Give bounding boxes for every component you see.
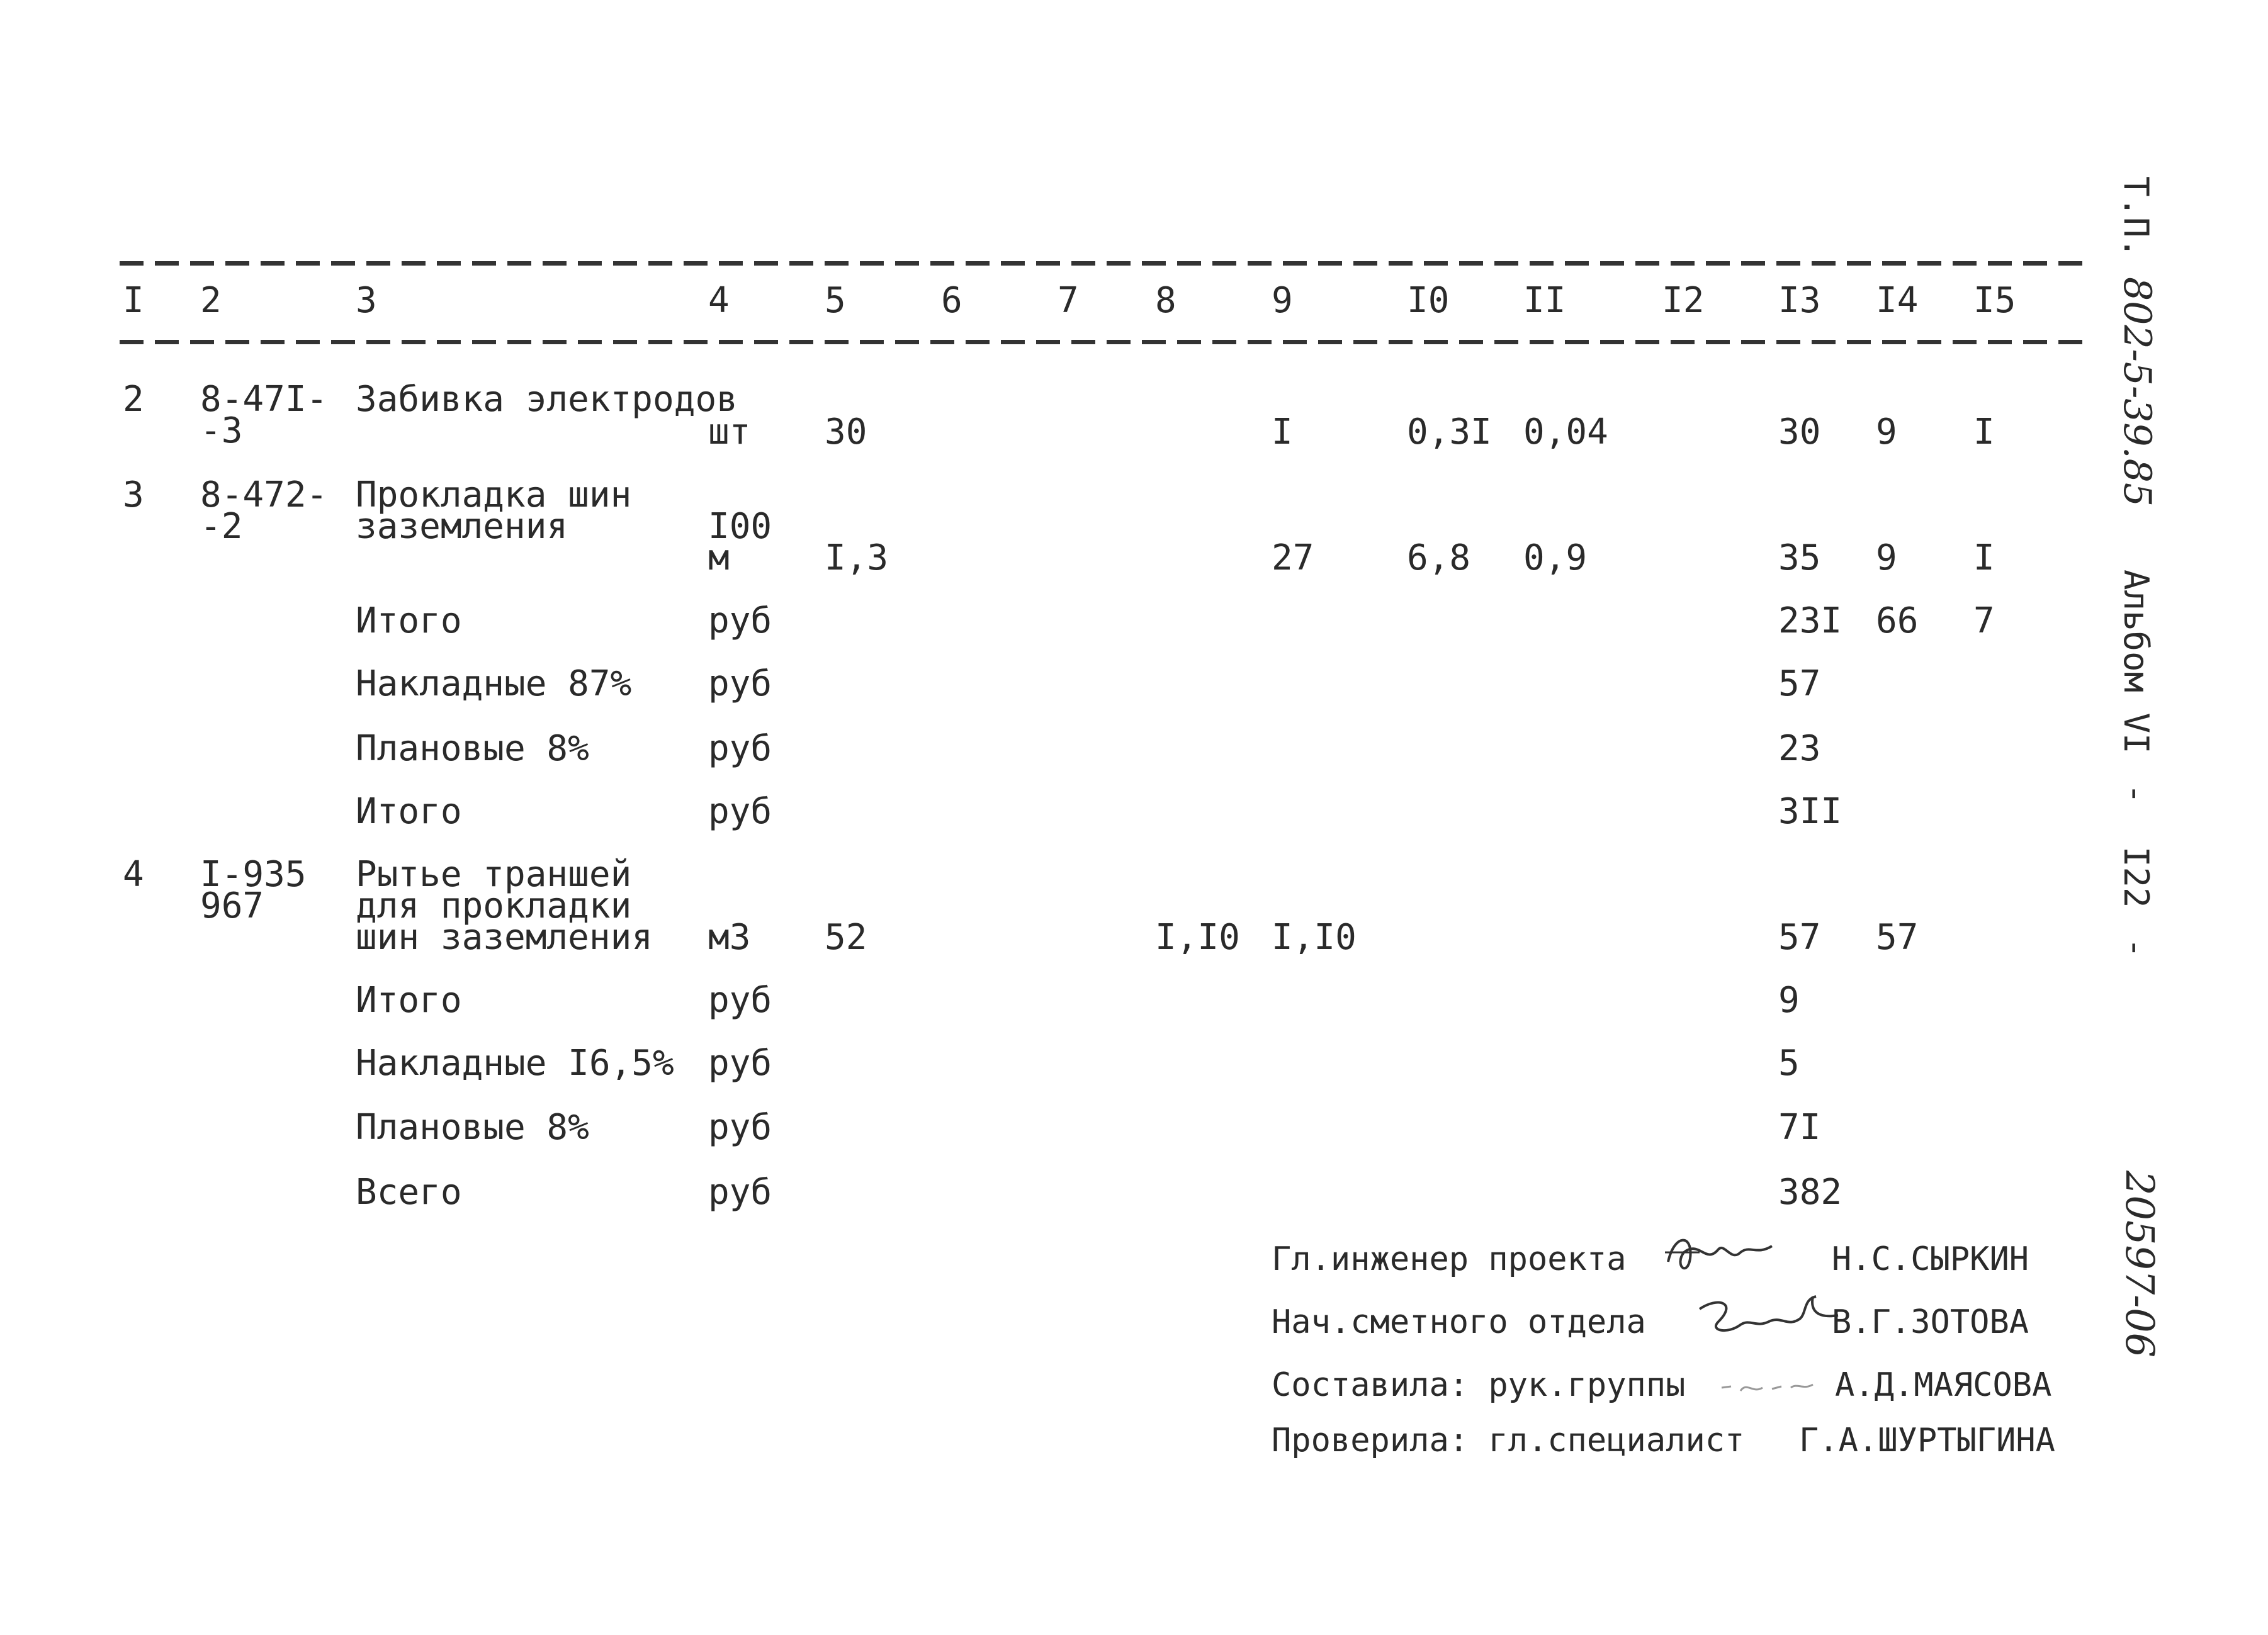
cell-col9: I,I0 — [1272, 917, 1357, 958]
col-header-14: I4 — [1876, 280, 1919, 321]
cell-col13: 23 — [1778, 728, 1821, 769]
cell-col9: 27 — [1272, 537, 1314, 578]
cell-position: 3 — [123, 475, 144, 515]
album-label: Альбом VI — [2116, 570, 2156, 754]
col-header-7: 7 — [1058, 280, 1079, 321]
col-header-5: 5 — [825, 280, 846, 321]
col-header-12: I2 — [1662, 280, 1705, 321]
col-header-11: II — [1523, 280, 1566, 321]
cell-col11: 0,9 — [1523, 537, 1588, 578]
col-header-13: I3 — [1778, 280, 1821, 321]
cell-code: 8-472- -2 — [200, 475, 328, 547]
signature-name: Г.А.ШУРТЫГИНА — [1799, 1422, 2055, 1459]
cell-position: 2 — [123, 379, 144, 420]
signature-role: Гл.инженер проекта — [1272, 1240, 1627, 1278]
cell-col14: 66 — [1876, 600, 1919, 641]
margin-dash: - — [2116, 938, 2156, 958]
cell-col9: I — [1272, 412, 1293, 452]
signature-name: А.Д.МАЯСОВА — [1835, 1366, 2052, 1404]
cell-code: 8-47I- -3 — [200, 379, 328, 451]
cell-unit: I00 м — [708, 506, 772, 578]
document-code-handwritten: 802-5-39.85 — [2115, 277, 2159, 507]
cell-description: Рытье траншей для прокладки шин заземления — [356, 854, 653, 958]
cell-col5: I,3 — [825, 537, 889, 578]
col-header-15: I5 — [1973, 280, 2016, 321]
cell-unit: шт — [708, 412, 751, 452]
cell-col10: 0,3I — [1407, 412, 1492, 452]
margin-dash: - — [2116, 784, 2156, 804]
cell-description: Забивка электродов — [356, 379, 738, 420]
cell-col13: 30 — [1778, 412, 1821, 452]
cell-col13: 382 — [1778, 1172, 1842, 1213]
cell-col13: 9 — [1778, 980, 1800, 1021]
col-header-6: 6 — [941, 280, 962, 321]
col-header-1: I — [123, 280, 144, 321]
cell-col11: 0,04 — [1523, 412, 1608, 452]
cell-col13: 35 — [1778, 537, 1821, 578]
signature-role: Проверила: гл.специалист — [1272, 1422, 1745, 1459]
cell-position: 4 — [123, 854, 144, 895]
cell-col8: I,I0 — [1155, 917, 1240, 958]
cell-unit: руб — [708, 600, 772, 641]
cell-description: Итого — [356, 980, 462, 1021]
signature-role: Составила: рук.группы — [1272, 1366, 1686, 1404]
col-header-4: 4 — [708, 280, 730, 321]
cell-col14: 9 — [1876, 412, 1897, 452]
cell-unit: руб — [708, 791, 772, 832]
signature-scribble — [1718, 1369, 1819, 1400]
col-header-8: 8 — [1155, 280, 1176, 321]
cell-code: I-935 967 — [200, 854, 307, 926]
cell-description: Плановые 8% — [356, 1107, 589, 1148]
cell-unit: руб — [708, 663, 772, 704]
document-code-label: Т.П. — [2116, 176, 2156, 259]
cell-col5: 30 — [825, 412, 867, 452]
cell-col13: 23I — [1778, 600, 1842, 641]
cell-unit: м3 — [708, 917, 751, 958]
signature-scribble — [1693, 1284, 1844, 1353]
cell-unit: руб — [708, 1107, 772, 1148]
col-header-10: I0 — [1407, 280, 1450, 321]
cell-col13: 57 — [1778, 663, 1821, 704]
cell-unit: руб — [708, 1172, 772, 1213]
signature-name: Н.С.СЫРКИН — [1832, 1240, 2029, 1278]
cell-description: Итого — [356, 791, 462, 832]
cell-unit: руб — [708, 1043, 772, 1084]
cell-description: Плановые 8% — [356, 728, 589, 769]
cell-description: Итого — [356, 600, 462, 641]
cell-unit: руб — [708, 728, 772, 769]
cell-description: Всего — [356, 1172, 462, 1213]
page-number: I22 — [2116, 846, 2156, 908]
cell-col14: 57 — [1876, 917, 1919, 958]
signature-role: Нач.сметного отдела — [1272, 1303, 1646, 1341]
cell-unit: руб — [708, 980, 772, 1021]
cell-col13: 7I — [1778, 1107, 1821, 1148]
cell-col5: 52 — [825, 917, 867, 958]
cell-description: Прокладка шин заземления — [356, 475, 632, 547]
cell-col15: 7 — [1973, 600, 1995, 641]
cell-col14: 9 — [1876, 537, 1897, 578]
cell-col15: I — [1973, 412, 1995, 452]
header-dashed-rule — [120, 340, 2087, 344]
cell-description: Накладные 87% — [356, 663, 632, 704]
cell-col13: 57 — [1778, 917, 1821, 958]
document-number-handwritten: 20597-06 — [2117, 1171, 2163, 1358]
cell-description: Накладные I6,5% — [356, 1043, 674, 1084]
cell-col13: 3II — [1778, 791, 1842, 832]
col-header-3: 3 — [356, 280, 377, 321]
cell-col13: 5 — [1778, 1043, 1800, 1084]
signature-scribble — [1662, 1227, 1800, 1284]
col-header-9: 9 — [1272, 280, 1293, 321]
cell-col15: I — [1973, 537, 1995, 578]
col-header-2: 2 — [200, 280, 222, 321]
top-dashed-rule — [120, 261, 2087, 266]
cell-col10: 6,8 — [1407, 537, 1471, 578]
signature-name: В.Г.ЗОТОВА — [1832, 1303, 2029, 1341]
